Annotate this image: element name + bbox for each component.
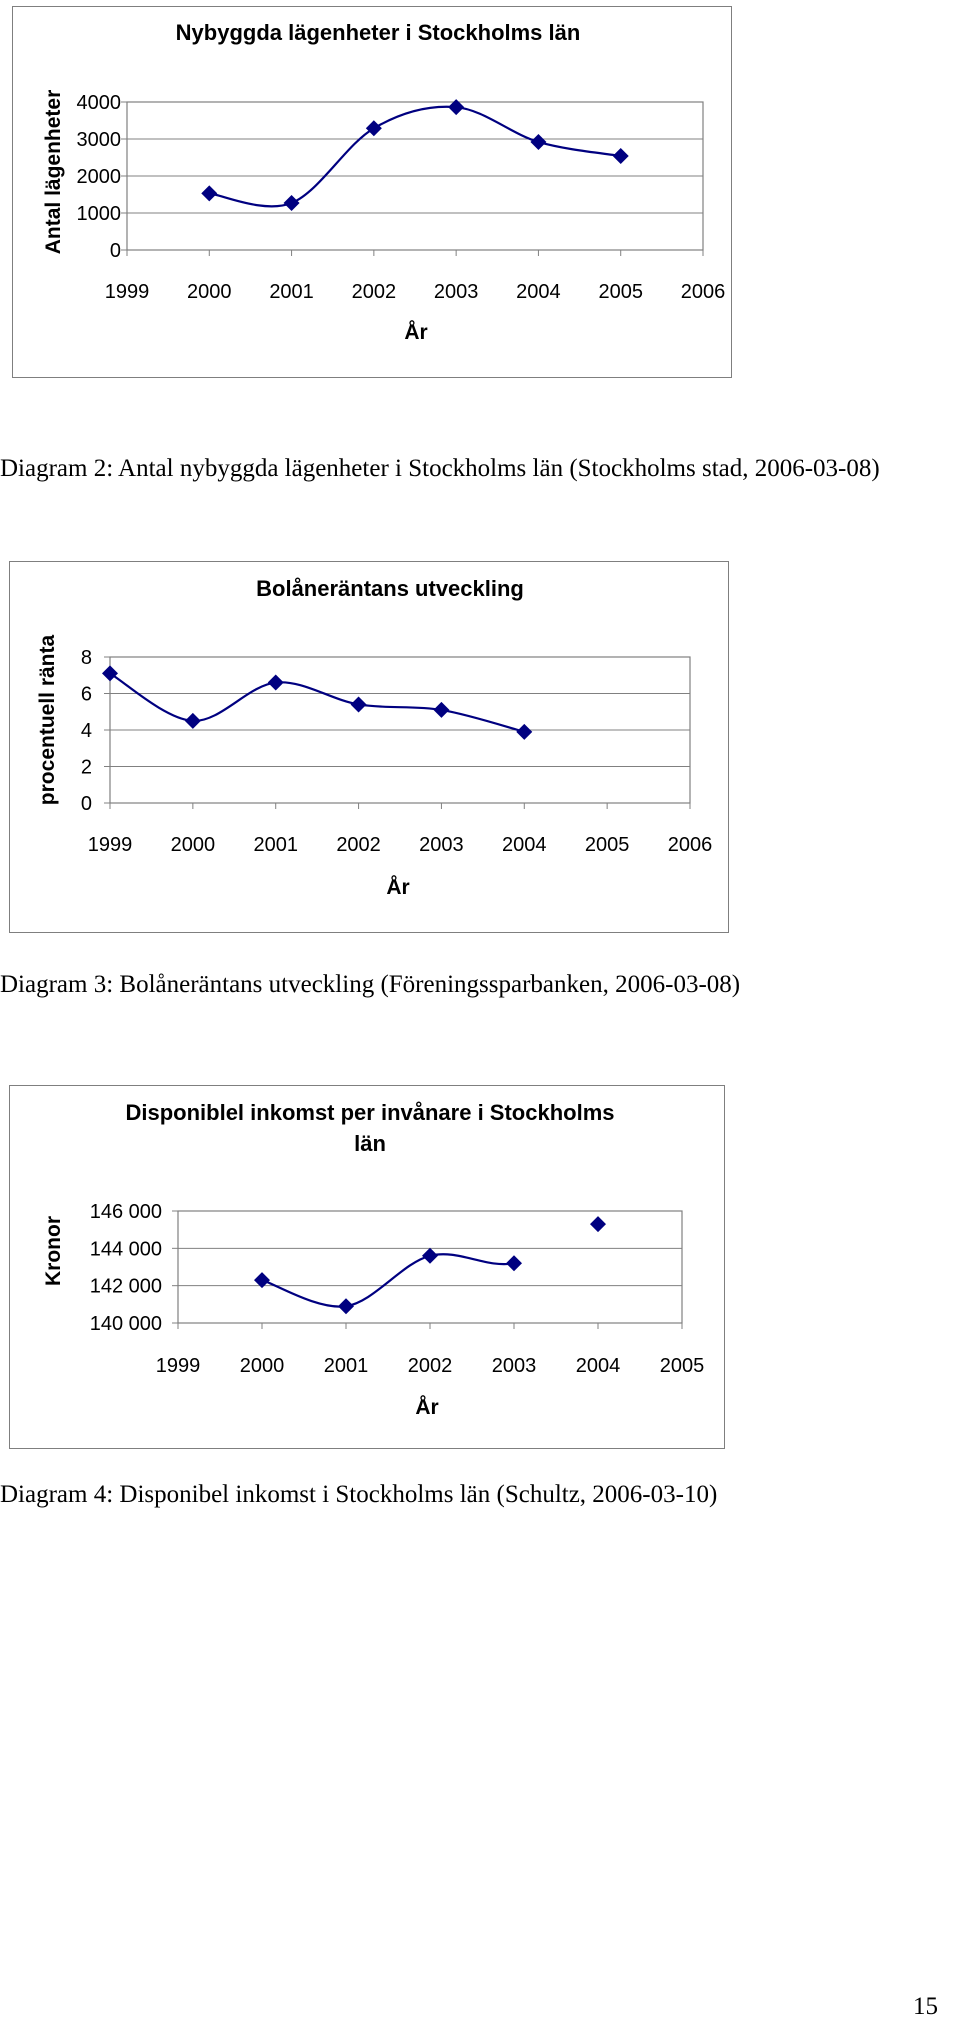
- x-tick-label: 2004: [502, 834, 547, 856]
- data-point-marker: [422, 1248, 438, 1264]
- y-tick-label: 142 000: [89, 1275, 162, 1298]
- data-point-marker: [268, 675, 284, 691]
- x-tick-label: 2001: [253, 834, 298, 856]
- x-tick-label: 2003: [419, 834, 464, 856]
- y-tick-label: 140 000: [89, 1313, 162, 1335]
- x-tick-label: 2000: [170, 834, 216, 856]
- chart-disposable-income: [9, 1085, 725, 1449]
- series-line: [110, 673, 524, 731]
- chart-mortgage-rate: [9, 561, 729, 933]
- caption-diagram-4: Diagram 4: Disponibel inkomst i Stockholms län (Schultz, 2006-03-10): [0, 1481, 718, 1508]
- x-tick-label: 1999: [87, 834, 133, 856]
- data-point-marker: [185, 713, 201, 729]
- x-tick-label: 1999: [155, 1355, 201, 1377]
- x-tick-label: 2000: [239, 1355, 285, 1377]
- y-tick-label: 146 000: [89, 1201, 162, 1223]
- chart-new-apartments: [12, 6, 732, 378]
- x-tick-label: 2005: [584, 834, 630, 856]
- chart-mortgage-rate-svg: [10, 562, 728, 932]
- plot-area: [90, 1201, 705, 1377]
- x-tick-label: 2001: [323, 1355, 369, 1377]
- x-tick-label: 2003: [491, 1355, 537, 1377]
- x-tick-label: 2005: [598, 281, 643, 303]
- y-tick-label: 3000: [76, 129, 121, 151]
- x-tick-label: 2006: [667, 834, 713, 856]
- data-point-marker: [530, 134, 546, 150]
- x-tick-label: 2002: [351, 281, 397, 303]
- caption-diagram-3: Diagram 3: Bolåneräntans utveckling (Föreningssparbanken, 2006-03-08): [0, 971, 741, 998]
- data-point-marker: [351, 696, 367, 712]
- data-point-marker: [102, 665, 118, 681]
- y-tick-label: 0: [109, 240, 121, 262]
- plot-border: [178, 1211, 682, 1323]
- x-tick-label: 2002: [407, 1355, 453, 1377]
- chart-title: Nybyggda lägenheter i Stockholms län: [175, 20, 581, 45]
- chart-title: Bolåneräntans utveckling: [256, 576, 524, 601]
- chart-new-apartments-svg: [13, 7, 731, 377]
- x-axis-label: År: [404, 321, 428, 344]
- y-axis-label: procentuell ränta: [36, 634, 59, 806]
- series-line: [262, 1254, 514, 1306]
- data-point-marker: [284, 195, 300, 211]
- caption-diagram-2: Diagram 2: Antal nybyggda lägenheter i Stockholms län (Stockholms stad, 2006-03-08): [0, 455, 880, 482]
- data-point-marker: [201, 185, 217, 201]
- y-tick-label: 4: [80, 720, 92, 742]
- x-tick-label: 2006: [680, 281, 726, 303]
- chart-title-line-1: Disponiblel inkomst per invånare i Stockholms län: [125, 1100, 615, 1156]
- chart-disposable-income-svg: [10, 1086, 724, 1448]
- y-tick-label: 4000: [76, 92, 121, 114]
- x-tick-label: 2002: [336, 834, 381, 856]
- series-line: [209, 107, 620, 207]
- y-tick-label: 0: [80, 793, 92, 815]
- y-tick-label: 2000: [76, 166, 121, 188]
- x-tick-label: 1999: [104, 281, 150, 303]
- data-point-marker: [433, 702, 449, 718]
- y-axis-label: Kronor: [42, 1216, 65, 1286]
- y-axis-label: Antal lägenheter: [42, 89, 65, 255]
- y-tick-label: 1000: [76, 203, 121, 225]
- data-point-marker: [366, 120, 382, 136]
- x-tick-label: 2004: [575, 1355, 621, 1377]
- plot-area: [77, 92, 726, 303]
- y-tick-label: 144 000: [89, 1238, 162, 1261]
- data-point-marker: [516, 724, 532, 740]
- x-tick-label: 2003: [433, 281, 479, 303]
- x-tick-label: 2004: [516, 281, 561, 303]
- y-tick-label: 6: [80, 683, 92, 706]
- x-tick-label: 2000: [187, 281, 232, 303]
- data-point-marker: [506, 1255, 522, 1271]
- y-tick-label: 2: [80, 756, 92, 779]
- data-point-marker: [613, 148, 629, 164]
- data-point-marker: [338, 1298, 354, 1314]
- data-point-marker: [590, 1216, 606, 1232]
- x-tick-label: 2001: [269, 281, 314, 303]
- y-tick-label: 8: [80, 647, 92, 669]
- x-axis-label: År: [415, 1396, 439, 1419]
- x-tick-label: 2005: [659, 1355, 705, 1377]
- plot-area: [81, 647, 712, 856]
- page-number: 15: [913, 1993, 938, 2020]
- x-axis-label: År: [386, 876, 410, 899]
